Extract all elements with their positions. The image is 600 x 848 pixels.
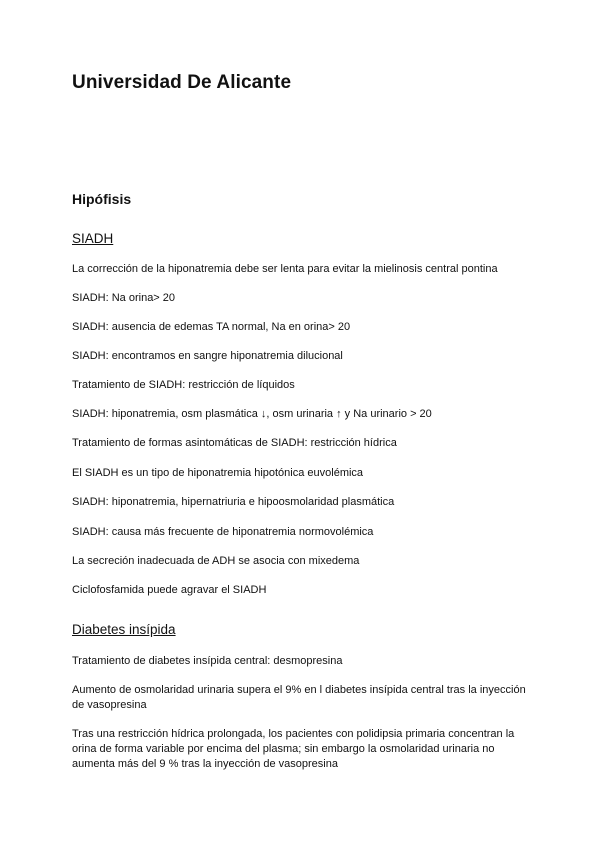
siadh-item-12: Ciclofosfamida puede agravar el SIADH (72, 584, 267, 596)
siadh-item-1: La corrección de la hiponatremia debe ser lenta para evitar la mielinosis central pontina (72, 263, 498, 275)
diabetes-item-3: Tras una restricción hídrica prolongada, los pacientes con polidipsia primaria concentran la orina de forma variable por encima del plasma; sin embargo la osmolaridad urinaria no aumenta más del 9 % tras la inyección de vasopresina (72, 728, 515, 770)
siadh-item-4: SIADH: encontramos en sangre hiponatremia dilucional (72, 350, 343, 362)
siadh-item-8: El SIADH es un tipo de hiponatremia hipotónica euvolémica (72, 467, 364, 479)
document-title: Universidad De Alicante (72, 72, 292, 93)
subsection-heading-diabetes-insipida: Diabetes insípida (72, 622, 176, 637)
siadh-item-10: SIADH: causa más frecuente de hiponatremia normovolémica (72, 526, 374, 538)
diabetes-item-2: Aumento de osmolaridad urinaria supera el 9% en l diabetes insípida central tras la inyección de vasopresina (72, 684, 526, 711)
siadh-item-3: SIADH: ausencia de edemas TA normal, Na en orina> 20 (72, 321, 351, 333)
siadh-item-6: SIADH: hiponatremia, osm plasmática ↓, osm urinaria ↑ y Na urinario > 20 (72, 408, 432, 420)
diabetes-item-1: Tratamiento de diabetes insípida central: desmopresina (72, 655, 343, 667)
siadh-item-9: SIADH: hiponatremia, hipernatriuria e hipoosmolaridad plasmática (72, 496, 395, 508)
siadh-item-2: SIADH: Na orina> 20 (72, 292, 176, 304)
siadh-item-11: La secreción inadecuada de ADH se asocia con mixedema (72, 555, 360, 567)
siadh-item-7: Tratamiento de formas asintomáticas de SIADH: restricción hídrica (72, 437, 397, 449)
siadh-item-5: Tratamiento de SIADH: restricción de líquidos (72, 379, 295, 391)
subsection-heading-siadh: SIADH (72, 231, 114, 246)
section-title-hipofisis: Hipófisis (72, 191, 132, 207)
